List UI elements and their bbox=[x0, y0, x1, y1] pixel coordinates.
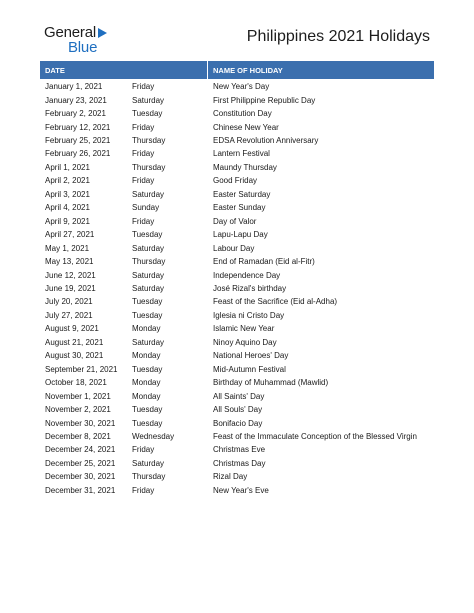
table-row bbox=[40, 443, 434, 456]
generalblue-logo bbox=[44, 24, 114, 54]
cell-date: May 13, 2021 bbox=[45, 257, 94, 267]
cell-date: April 4, 2021 bbox=[45, 203, 90, 213]
table-row bbox=[40, 188, 434, 201]
cell-holiday-name: Chinese New Year bbox=[213, 122, 279, 132]
table-row bbox=[40, 322, 434, 335]
cell-holiday-name: End of Ramadan (Eid al-Fitr) bbox=[213, 257, 315, 267]
table-row bbox=[40, 470, 434, 483]
cell-date: April 2, 2021 bbox=[45, 176, 90, 186]
table-row bbox=[40, 336, 434, 349]
table-row bbox=[40, 93, 434, 106]
table-row bbox=[40, 416, 434, 429]
header-holiday-name: NAME OF HOLIDAY bbox=[213, 65, 283, 75]
cell-holiday-name: Rizal Day bbox=[213, 472, 248, 482]
table-row bbox=[40, 389, 434, 402]
table-row bbox=[40, 268, 434, 281]
cell-day: Thursday bbox=[132, 257, 166, 267]
cell-day: Saturday bbox=[132, 189, 165, 199]
cell-day: Monday bbox=[132, 378, 161, 388]
cell-holiday-name: National Heroes' Day bbox=[213, 351, 289, 361]
cell-date: June 12, 2021 bbox=[45, 270, 96, 280]
cell-holiday-name: Maundy Thursday bbox=[213, 162, 277, 172]
cell-day: Friday bbox=[132, 82, 155, 92]
cell-date: April 27, 2021 bbox=[45, 230, 95, 240]
cell-day: Saturday bbox=[132, 284, 165, 294]
holiday-table bbox=[40, 61, 434, 497]
cell-date: February 2, 2021 bbox=[45, 109, 106, 119]
logo-text-general: General bbox=[44, 24, 96, 41]
table-header bbox=[40, 61, 434, 79]
cell-date: January 1, 2021 bbox=[45, 82, 103, 92]
table-row bbox=[40, 241, 434, 254]
cell-date: August 30, 2021 bbox=[45, 351, 104, 361]
table-row bbox=[40, 147, 434, 160]
table-body bbox=[40, 80, 434, 497]
cell-day: Monday bbox=[132, 391, 161, 401]
table-row bbox=[40, 363, 434, 376]
table-row bbox=[40, 174, 434, 187]
cell-date: August 9, 2021 bbox=[45, 324, 99, 334]
cell-day: Friday bbox=[132, 445, 155, 455]
cell-date: August 21, 2021 bbox=[45, 337, 104, 347]
cell-date: April 9, 2021 bbox=[45, 216, 90, 226]
cell-holiday-name: Easter Sunday bbox=[213, 203, 266, 213]
table-row bbox=[40, 107, 434, 120]
cell-holiday-name: EDSA Revolution Anniversary bbox=[213, 136, 319, 146]
cell-day: Tuesday bbox=[132, 230, 163, 240]
table-row bbox=[40, 430, 434, 443]
cell-holiday-name: Day of Valor bbox=[213, 216, 257, 226]
cell-date: July 20, 2021 bbox=[45, 297, 93, 307]
cell-holiday-name: José Rizal's birthday bbox=[213, 284, 287, 294]
cell-holiday-name: Labour Day bbox=[213, 243, 255, 253]
cell-date: December 25, 2021 bbox=[45, 458, 116, 468]
table-row bbox=[40, 161, 434, 174]
cell-holiday-name: Constitution Day bbox=[213, 109, 272, 119]
cell-day: Saturday bbox=[132, 458, 165, 468]
cell-holiday-name: New Year's Day bbox=[213, 82, 270, 92]
cell-day: Friday bbox=[132, 122, 155, 132]
table-row bbox=[40, 120, 434, 133]
cell-date: November 30, 2021 bbox=[45, 418, 116, 428]
cell-day: Monday bbox=[132, 351, 161, 361]
cell-day: Monday bbox=[132, 324, 161, 334]
cell-holiday-name: Lantern Festival bbox=[213, 149, 270, 159]
cell-date: May 1, 2021 bbox=[45, 243, 90, 253]
cell-date: September 21, 2021 bbox=[45, 364, 118, 374]
cell-holiday-name: Birthday of Muhammad (Mawlid) bbox=[213, 378, 329, 388]
cell-date: October 18, 2021 bbox=[45, 378, 107, 388]
cell-holiday-name: First Philippine Republic Day bbox=[213, 95, 316, 105]
cell-day: Saturday bbox=[132, 270, 165, 280]
cell-holiday-name: Independence Day bbox=[213, 270, 281, 280]
cell-holiday-name: All Souls' Day bbox=[213, 405, 263, 415]
cell-holiday-name: Ninoy Aquino Day bbox=[213, 337, 277, 347]
logo-triangle-icon bbox=[98, 28, 107, 38]
table-row bbox=[40, 134, 434, 147]
cell-date: April 1, 2021 bbox=[45, 162, 90, 172]
cell-day: Tuesday bbox=[132, 297, 163, 307]
cell-holiday-name: Islamic New Year bbox=[213, 324, 275, 334]
cell-day: Saturday bbox=[132, 337, 165, 347]
cell-holiday-name: Feast of the Immaculate Conception of the Blessed Virgin bbox=[213, 432, 417, 441]
cell-day: Tuesday bbox=[132, 109, 163, 119]
cell-holiday-name: Good Friday bbox=[213, 176, 258, 186]
cell-date: February 26, 2021 bbox=[45, 149, 111, 159]
table-row bbox=[40, 484, 434, 497]
cell-day: Tuesday bbox=[132, 405, 163, 415]
cell-date: February 12, 2021 bbox=[45, 122, 111, 132]
cell-date: December 24, 2021 bbox=[45, 445, 116, 455]
table-row bbox=[40, 201, 434, 214]
cell-holiday-name: Mid-Autumn Festival bbox=[213, 364, 286, 374]
cell-day: Friday bbox=[132, 485, 155, 495]
cell-holiday-name: Christmas Eve bbox=[213, 445, 266, 455]
logo-text-blue: Blue bbox=[68, 39, 98, 56]
cell-day: Wednesday bbox=[132, 432, 175, 441]
cell-date: December 31, 2021 bbox=[45, 485, 116, 495]
cell-holiday-name: Easter Saturday bbox=[213, 189, 271, 199]
table-row bbox=[40, 376, 434, 389]
cell-holiday-name: All Saints' Day bbox=[213, 391, 265, 401]
table-row bbox=[40, 215, 434, 228]
table-row bbox=[40, 309, 434, 322]
cell-date: November 2, 2021 bbox=[45, 405, 111, 415]
cell-day: Saturday bbox=[132, 95, 165, 105]
cell-day: Tuesday bbox=[132, 364, 163, 374]
cell-date: January 23, 2021 bbox=[45, 95, 107, 105]
cell-date: November 1, 2021 bbox=[45, 391, 111, 401]
table-row bbox=[40, 255, 434, 268]
table-row bbox=[40, 295, 434, 308]
header-date: DATE bbox=[40, 61, 208, 79]
cell-day: Thursday bbox=[132, 162, 166, 172]
table-row bbox=[40, 228, 434, 241]
cell-date: December 8, 2021 bbox=[45, 432, 111, 441]
cell-day: Thursday bbox=[132, 136, 166, 146]
cell-holiday-name: Christmas Day bbox=[213, 458, 266, 468]
table-row bbox=[40, 457, 434, 470]
cell-date: February 25, 2021 bbox=[45, 136, 111, 146]
cell-day: Friday bbox=[132, 149, 155, 159]
cell-day: Friday bbox=[132, 176, 155, 186]
cell-holiday-name: Lapu-Lapu Day bbox=[213, 230, 268, 240]
cell-day: Tuesday bbox=[132, 418, 163, 428]
table-row bbox=[40, 80, 434, 93]
cell-holiday-name: Feast of the Sacrifice (Eid al-Adha) bbox=[213, 297, 338, 307]
cell-holiday-name: New Year's Eve bbox=[213, 485, 269, 495]
table-row bbox=[40, 349, 434, 362]
cell-day: Thursday bbox=[132, 472, 166, 482]
cell-holiday-name: Iglesia ni Cristo Day bbox=[213, 310, 285, 320]
cell-day: Tuesday bbox=[132, 310, 163, 320]
cell-day: Friday bbox=[132, 216, 155, 226]
cell-date: December 30, 2021 bbox=[45, 472, 116, 482]
cell-day: Saturday bbox=[132, 243, 165, 253]
table-row bbox=[40, 282, 434, 295]
table-row bbox=[40, 403, 434, 416]
cell-day: Sunday bbox=[132, 203, 160, 213]
cell-holiday-name: Bonifacio Day bbox=[213, 418, 263, 428]
cell-date: June 19, 2021 bbox=[45, 284, 96, 294]
page-title: Philippines 2021 Holidays bbox=[246, 28, 430, 45]
cell-date: April 3, 2021 bbox=[45, 189, 90, 199]
cell-date: July 27, 2021 bbox=[45, 310, 93, 320]
